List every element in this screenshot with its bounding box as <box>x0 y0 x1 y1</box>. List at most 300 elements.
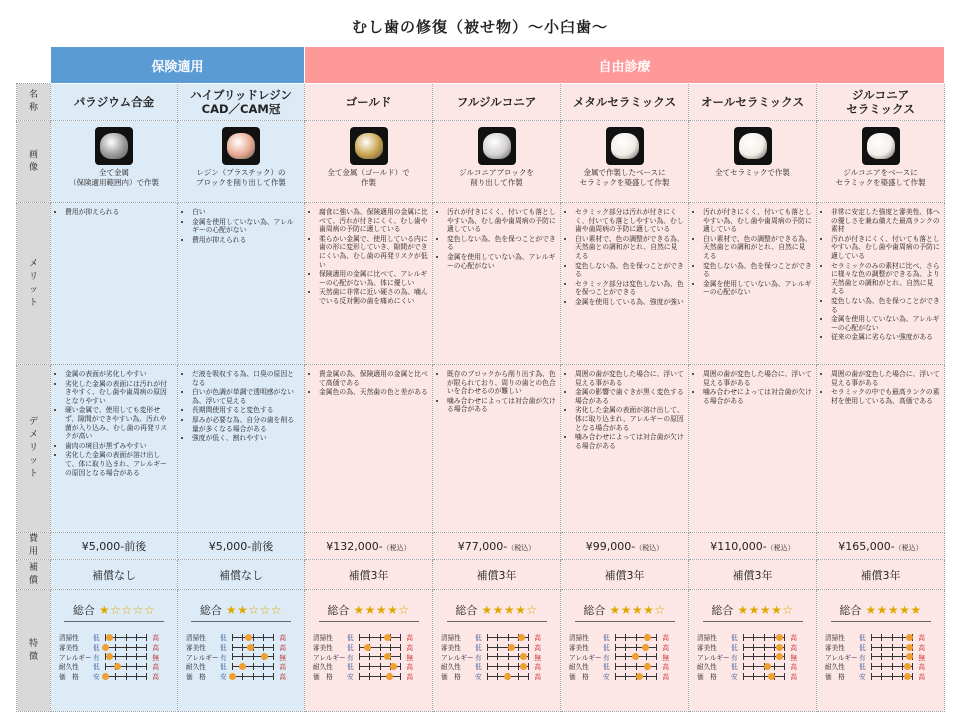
guarantee-cell: 補償3年 <box>689 560 817 590</box>
features-cell <box>178 590 305 712</box>
demerits-cell <box>433 365 561 533</box>
merit-item: • 費用が抑えられる <box>192 236 300 245</box>
feature-name: 審美性 <box>441 643 461 652</box>
scale-tick <box>528 653 529 660</box>
scale-tick <box>126 653 127 660</box>
row-label-demerit: デ メ リ ッ ト <box>17 365 51 533</box>
scale-tick <box>636 663 637 670</box>
scale-tick <box>359 663 360 670</box>
scale-tick <box>881 673 882 680</box>
demerit-list <box>51 365 177 477</box>
scale-tick <box>615 644 616 651</box>
fee-tax-note: （税込） <box>766 543 795 552</box>
feature-name: アレルギー <box>825 653 858 662</box>
fee-cell <box>51 533 178 560</box>
overall-rating <box>561 602 688 618</box>
scale-low-label: 低 <box>603 643 610 652</box>
scale-tick <box>136 663 137 670</box>
merit-item: • 変色しない為、色を保つことができる <box>831 297 940 314</box>
feature-name: 耐久性 <box>825 663 845 672</box>
scale-tick <box>518 663 519 670</box>
scale-high-label: 無 <box>279 653 286 662</box>
scale-tick <box>232 644 233 651</box>
product-name: パラジウム合金 <box>51 84 178 121</box>
scale-tick <box>774 634 775 641</box>
scale-low-label: 低 <box>220 633 227 642</box>
scale-high-label: 高 <box>790 643 798 652</box>
scale-tick <box>380 653 381 660</box>
demerit-item: • 劣化した金属の表面が溶け出して、体に取り込まれ、アレルギーの原因となる場合がある <box>575 406 684 432</box>
scale-tick <box>615 634 616 641</box>
product-image-cell <box>51 121 178 203</box>
demerit-list <box>689 365 816 405</box>
scale-low-label: 有 <box>859 653 866 662</box>
merit-item: • 金属を使用していない為、アレルギーの心配がない <box>447 253 556 270</box>
scale-marker <box>508 644 515 651</box>
merit-item: • 金属を使用していない為、アレルギーの心配がない <box>703 280 812 297</box>
scale-track <box>487 652 529 660</box>
scale-tick <box>518 653 519 660</box>
scale-track <box>359 662 401 670</box>
scale-low-label: 有 <box>475 653 482 662</box>
merit-list <box>305 203 432 306</box>
scale-tick <box>380 673 381 680</box>
scale-high-label: 高 <box>534 643 542 652</box>
overall-label: 総合 <box>327 604 350 617</box>
scale-high-label: 高 <box>152 643 159 652</box>
scale-high-label: 高 <box>279 663 286 672</box>
scale-low-label: 低 <box>93 663 100 672</box>
scale-tick <box>753 644 754 651</box>
scale-tick <box>253 663 254 670</box>
scale-tick <box>253 634 254 641</box>
feature-name: 耐久性 <box>313 663 333 672</box>
feature-row <box>569 642 688 652</box>
merits-cell <box>817 203 945 365</box>
scale-high-label: 高 <box>790 663 798 672</box>
scale-tick <box>400 673 401 680</box>
guarantee-cell: 補償3年 <box>433 560 561 590</box>
demerit-item: • 噛み合わせによっては対合歯が欠ける場合がある <box>447 397 556 414</box>
scale-high-label: 高 <box>662 673 670 682</box>
scale-tick <box>136 644 137 651</box>
merit-item: • 汚れが付きにくく、付いても落としやすい為、むし歯や歯周病の予防に適している <box>447 208 556 234</box>
feature-name: アレルギー <box>59 653 92 662</box>
scale-tick <box>263 634 264 641</box>
scale-tick <box>400 663 401 670</box>
scale-tick <box>126 634 127 641</box>
scale-track <box>871 672 913 680</box>
page-title: むし歯の修復（被せ物）～小臼歯～ <box>351 18 608 36</box>
scale-tick <box>487 644 488 651</box>
demerit-item: • 金属の表面が劣化しやすい <box>65 370 173 379</box>
scale-marker <box>764 663 771 670</box>
scale-tick <box>400 634 401 641</box>
feature-name: アレルギー <box>313 653 346 662</box>
scale-tick <box>528 634 529 641</box>
feature-row <box>441 652 560 662</box>
scale-tick <box>625 673 626 680</box>
image-caption: 全て金属 （保険適用範囲内）で作製 <box>69 168 159 187</box>
overall-rating <box>817 602 944 618</box>
scale-tick <box>753 673 754 680</box>
scale-low-label: 低 <box>731 643 738 652</box>
demerit-list <box>561 365 688 450</box>
scale-low-label: 低 <box>93 643 100 652</box>
guarantee-cell: 補償なし <box>51 560 178 590</box>
guarantee-cell: 補償3年 <box>561 560 689 590</box>
scale-marker <box>106 634 113 641</box>
feature-row <box>441 671 560 681</box>
guarantee-cell: 補償3年 <box>817 560 945 590</box>
rating-divider <box>575 621 675 622</box>
overall-label: 総合 <box>839 604 862 617</box>
feature-sliders <box>689 632 816 681</box>
scale-low-label: 安 <box>93 673 100 682</box>
overall-rating <box>433 602 560 618</box>
merits-cell <box>561 203 689 365</box>
scale-tick <box>902 663 903 670</box>
scale-marker <box>518 634 525 641</box>
scale-high-label: 高 <box>406 633 414 642</box>
scale-high-label: 高 <box>790 633 798 642</box>
overall-rating <box>51 602 177 618</box>
scale-tick <box>774 644 775 651</box>
fee-tax-note: （税込） <box>382 543 411 552</box>
scale-high-label: 高 <box>152 663 159 672</box>
demerit-item: • 歯肉の境目が黒ずみやすい <box>65 442 173 451</box>
scale-track <box>743 662 785 670</box>
comparison-table <box>16 46 945 712</box>
feature-name: 審美性 <box>697 643 717 652</box>
product-name: メタルセラミックス <box>561 84 689 121</box>
row-label-guarantee: 補 償 <box>17 560 51 590</box>
demerit-item: • 長期間使用すると変色する <box>192 406 300 415</box>
scale-tick <box>615 663 616 670</box>
merit-list <box>689 203 816 297</box>
scale-marker <box>520 663 527 670</box>
scale-tick <box>232 634 233 641</box>
crown-photo <box>478 127 516 165</box>
feature-row <box>825 661 944 671</box>
demerits-cell <box>51 365 178 533</box>
scale-track <box>359 633 401 641</box>
scale-tick <box>784 634 785 641</box>
scale-tick <box>115 634 116 641</box>
merit-item: • セラミック部分は変色しない為、色を保つことができる <box>575 280 684 297</box>
fee-cell <box>817 533 945 560</box>
feature-row <box>441 632 560 642</box>
scale-track <box>615 633 657 641</box>
features-cell <box>305 590 433 712</box>
scale-track <box>232 672 274 680</box>
scale-high-label: 高 <box>279 643 286 652</box>
feature-row <box>313 642 432 652</box>
merit-item: • セラミック部分は汚れが付きにくく、付いても落としやすい為、むし歯や歯周病の予防に適している <box>575 208 684 234</box>
feature-name: 価 格 <box>441 673 461 682</box>
merit-item: • 腐食に強い為、保険適用の金属に比べて、汚れが付きにくく、むし歯や歯周病の予防に適している <box>319 208 428 234</box>
scale-high-label: 無 <box>790 653 798 662</box>
scale-tick <box>743 644 744 651</box>
overall-label: 総合 <box>455 604 478 617</box>
demerits-cell <box>689 365 817 533</box>
scale-tick <box>636 634 637 641</box>
scale-low-label: 安 <box>859 673 866 682</box>
product-image-cell <box>178 121 305 203</box>
demerit-list <box>433 365 560 414</box>
scale-tick <box>636 644 637 651</box>
rating-stars: ★★★★☆ <box>481 603 538 617</box>
feature-sliders <box>178 632 304 681</box>
fee-tax-note: （税込） <box>635 543 664 552</box>
scale-tick <box>487 634 488 641</box>
feature-name: 耐久性 <box>186 663 206 672</box>
scale-marker <box>644 634 651 641</box>
demerit-item: • 既存のブロックから削り出す為、色が限られており、周りの歯との色合いを合わせるのが難しい <box>447 370 556 396</box>
scale-tick <box>902 644 903 651</box>
scale-tick <box>487 653 488 660</box>
demerit-item: • 白いが色調が単調で透明感がない為、浮いて見える <box>192 388 300 405</box>
scale-low-label: 低 <box>220 663 227 672</box>
fee-value: ¥110,000- <box>710 539 767 553</box>
merits-cell <box>433 203 561 365</box>
scale-tick <box>497 634 498 641</box>
merit-item: • 保険適用の金属に比べて、アレルギーの心配がない為、体に優しい <box>319 270 428 287</box>
overall-label: 総合 <box>711 604 734 617</box>
fee-value: ¥165,000- <box>838 539 895 553</box>
scale-tick <box>508 634 509 641</box>
scale-tick <box>273 663 274 670</box>
feature-row <box>313 652 432 662</box>
scale-tick <box>871 673 872 680</box>
row-label-merit: メ リ ッ ト <box>17 203 51 365</box>
image-caption: 全てセラミックで作製 <box>715 168 790 177</box>
rating-divider <box>831 621 931 622</box>
feature-name: アレルギー <box>441 653 474 662</box>
scale-low-label: 低 <box>731 633 738 642</box>
scale-high-label: 高 <box>918 633 926 642</box>
scale-marker <box>390 663 397 670</box>
fee-cell <box>689 533 817 560</box>
scale-tick <box>380 644 381 651</box>
scale-tick <box>487 673 488 680</box>
product-image-cell <box>689 121 817 203</box>
feature-sliders <box>433 632 560 681</box>
scale-tick <box>380 634 381 641</box>
scale-tick <box>743 673 744 680</box>
scale-tick <box>487 663 488 670</box>
scale-tick <box>115 644 116 651</box>
merit-list <box>817 203 944 342</box>
feature-row <box>697 661 816 671</box>
feature-name: 審美性 <box>825 643 845 652</box>
scale-tick <box>115 673 116 680</box>
overall-label: 総合 <box>199 604 222 617</box>
scale-tick <box>625 663 626 670</box>
fee-cell <box>561 533 689 560</box>
feature-row <box>186 671 304 681</box>
feature-name: 清掃性 <box>697 633 717 642</box>
scale-tick <box>625 634 626 641</box>
scale-tick <box>369 663 370 670</box>
scale-marker <box>102 673 109 680</box>
scale-tick <box>369 653 370 660</box>
rating-divider <box>703 621 803 622</box>
feature-name: 清掃性 <box>59 633 79 642</box>
scale-low-label: 有 <box>603 653 610 662</box>
feature-row <box>186 661 304 671</box>
scale-tick <box>881 663 882 670</box>
image-caption: ジルコニアブロックを 削り出して作製 <box>459 168 534 187</box>
scale-marker <box>904 663 911 670</box>
feature-row <box>186 642 304 652</box>
feature-name: 価 格 <box>59 673 79 682</box>
scale-track <box>743 643 785 651</box>
feature-row <box>569 632 688 642</box>
row-label-features: 特 徴 <box>17 590 51 712</box>
scale-tick <box>359 634 360 641</box>
scale-low-label: 低 <box>859 663 866 672</box>
demerit-item: • 金属の影響で歯ぐきが黒く変色する場合がある <box>575 388 684 405</box>
scale-tick <box>263 663 264 670</box>
scale-high-label: 高 <box>534 673 542 682</box>
scale-tick <box>764 653 765 660</box>
merit-item: • 従来の金属に劣らない強度がある <box>831 333 940 342</box>
scale-marker <box>102 644 109 651</box>
demerits-cell <box>817 365 945 533</box>
feature-name: 審美性 <box>569 643 589 652</box>
scale-tick <box>146 644 147 651</box>
scale-marker <box>642 644 649 651</box>
scale-tick <box>369 634 370 641</box>
scale-tick <box>764 644 765 651</box>
fee-value: ¥99,000- <box>585 539 636 553</box>
scale-track <box>743 672 785 680</box>
scale-low-label: 低 <box>347 643 354 652</box>
feature-name: 価 格 <box>825 673 845 682</box>
scale-tick <box>881 634 882 641</box>
scale-tick <box>263 673 264 680</box>
scale-high-label: 高 <box>152 673 159 682</box>
feature-row <box>825 652 944 662</box>
scale-tick <box>126 663 127 670</box>
feature-name: 審美性 <box>186 643 206 652</box>
scale-track <box>487 662 529 670</box>
scale-low-label: 安 <box>603 673 610 682</box>
feature-name: 価 格 <box>313 673 333 682</box>
scale-marker <box>504 673 511 680</box>
scale-tick <box>136 653 137 660</box>
scale-low-label: 低 <box>220 643 227 652</box>
feature-name: 審美性 <box>59 643 79 652</box>
rating-stars: ★★★★★ <box>865 603 922 617</box>
scale-marker <box>636 673 643 680</box>
scale-low-label: 低 <box>347 633 354 642</box>
scale-tick <box>753 634 754 641</box>
scale-marker <box>520 653 527 660</box>
scale-track <box>232 652 274 660</box>
scale-tick <box>902 634 903 641</box>
scale-tick <box>912 663 913 670</box>
scale-tick <box>242 673 243 680</box>
scale-tick <box>369 673 370 680</box>
feature-row <box>59 652 177 662</box>
merit-item: • 汚れが付きにくく、付いても落としやすい為、むし歯や歯周病の予防に適している <box>703 208 812 234</box>
scale-high-label: 高 <box>152 633 159 642</box>
scale-high-label: 無 <box>534 653 542 662</box>
rating-stars: ★☆☆☆☆ <box>98 603 156 617</box>
feature-row <box>697 652 816 662</box>
scale-tick <box>871 653 872 660</box>
demerit-item: • だ液を吸収する為、口臭の原因となる <box>192 370 300 387</box>
demerit-item: • セラミックの中でも最高ランクの素材を使用している為、高価である <box>831 388 940 405</box>
scale-tick <box>656 653 657 660</box>
scale-tick <box>242 634 243 641</box>
merit-item: • 白い素材で、色の調整ができる為、天然歯との調和がとれ、自然に見える <box>703 235 812 261</box>
guarantee-cell: 補償なし <box>178 560 305 590</box>
scale-low-label: 低 <box>347 663 354 672</box>
feature-name: アレルギー <box>697 653 730 662</box>
scale-marker <box>106 653 113 660</box>
overall-rating <box>689 602 816 618</box>
rating-stars: ★★★★☆ <box>737 603 794 617</box>
scale-tick <box>528 663 529 670</box>
feature-name: 清掃性 <box>186 633 206 642</box>
scale-high-label: 高 <box>406 673 414 682</box>
scale-tick <box>753 653 754 660</box>
crown-photo <box>350 127 388 165</box>
scale-marker <box>776 644 783 651</box>
scale-tick <box>400 653 401 660</box>
product-image-cell <box>433 121 561 203</box>
scale-tick <box>753 663 754 670</box>
feature-name: アレルギー <box>186 653 219 662</box>
scale-tick <box>615 673 616 680</box>
feature-sliders <box>51 632 177 681</box>
features-cell <box>817 590 945 712</box>
scale-tick <box>646 673 647 680</box>
scale-track <box>232 633 274 641</box>
demerit-item: • 劣化した金属の表面には汚れが付きやすく、むし歯や歯周病の原因となりやすい <box>65 380 173 406</box>
scale-track <box>871 643 913 651</box>
features-cell <box>561 590 689 712</box>
scale-tick <box>615 653 616 660</box>
scale-tick <box>743 653 744 660</box>
fee-tax-note: （税込） <box>507 543 536 552</box>
scale-tick <box>871 663 872 670</box>
scale-low-label: 安 <box>731 673 738 682</box>
scale-tick <box>892 653 893 660</box>
crown-photo <box>734 127 772 165</box>
scale-tick <box>508 653 509 660</box>
scale-track <box>105 672 147 680</box>
scale-tick <box>743 634 744 641</box>
rating-stars: ★★★★☆ <box>609 603 666 617</box>
scale-tick <box>146 673 147 680</box>
scale-tick <box>518 644 519 651</box>
scale-low-label: 有 <box>347 653 354 662</box>
scale-low-label: 有 <box>220 653 227 662</box>
merits-cell <box>305 203 433 365</box>
demerit-item: • 噛み合わせによっては対合歯が欠ける場合がある <box>703 388 812 405</box>
merit-list <box>51 203 177 217</box>
scale-track <box>359 672 401 680</box>
feature-sliders <box>561 632 688 681</box>
demerit-list <box>817 365 944 405</box>
scale-track <box>105 662 147 670</box>
rating-divider <box>64 621 164 622</box>
demerit-item: • 金属色の為、天然歯の色と差がある <box>319 388 428 397</box>
